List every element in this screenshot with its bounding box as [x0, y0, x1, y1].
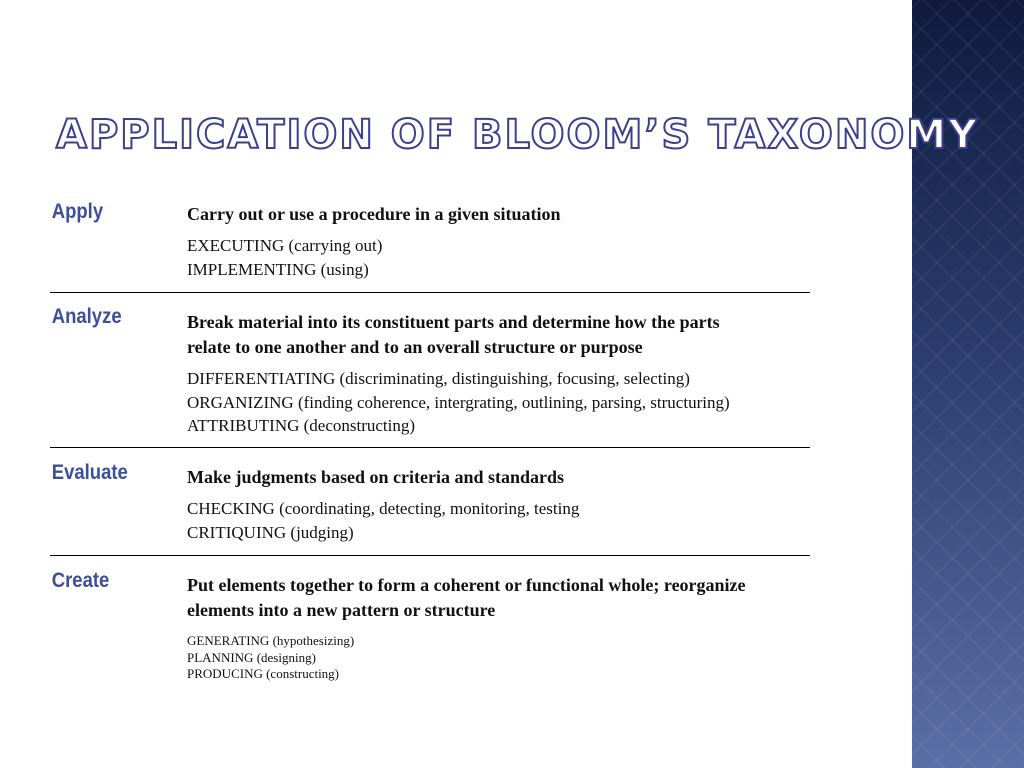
- process-item: CRITIQUING (judging): [187, 522, 354, 542]
- process-list: [187, 367, 810, 438]
- taxonomy-table: [50, 196, 810, 686]
- level-description: Make judgments based on criteria and standards: [187, 467, 565, 487]
- process-item: ORGANIZING (finding coherence, intergrating, outlining, parsing, structuring): [187, 392, 730, 412]
- process-item: DIFFERENTIATING (discriminating, distinguishing, focusing, selecting): [187, 369, 690, 388]
- taxonomy-row-analyze: [50, 293, 810, 448]
- level-description: Put elements together to form a coherent or functional whole; reorganize elements into a new pattern or structure: [187, 575, 746, 620]
- process-item: IMPLEMENTING (using): [187, 259, 369, 279]
- taxonomy-row-create: [50, 556, 810, 686]
- process-list: [187, 497, 810, 544]
- level-body: [187, 556, 810, 686]
- level-label: Evaluate: [51, 461, 128, 484]
- process-item: ATTRIBUTING (deconstructing): [187, 416, 416, 435]
- process-list: [187, 633, 810, 683]
- process-item: EXECUTING (carrying out): [187, 236, 383, 255]
- level-body: [187, 448, 810, 555]
- level-label: Create: [51, 569, 110, 592]
- process-item: GENERATING (hypothesizing): [187, 633, 355, 648]
- process-item: PLANNING (designing): [187, 649, 316, 665]
- process-item: CHECKING (coordinating, detecting, monitoring, testing: [187, 499, 580, 518]
- slide-title: APPLICATION OF BLOOM’S TAXONOMY: [56, 112, 980, 158]
- level-body: [187, 293, 810, 447]
- level-description: Carry out or use a procedure in a given situation: [187, 204, 561, 224]
- level-label: Apply: [51, 200, 104, 223]
- level-body: [187, 196, 810, 292]
- taxonomy-row-evaluate: [50, 448, 810, 556]
- process-list: [187, 234, 810, 281]
- process-item: PRODUCING (constructing): [187, 666, 340, 681]
- level-description: Break material into its constituent parts and determine how the parts relate to one another and to an overall structure or purpose: [187, 312, 720, 357]
- level-label: Analyze: [51, 305, 122, 328]
- taxonomy-row-apply: [50, 196, 810, 293]
